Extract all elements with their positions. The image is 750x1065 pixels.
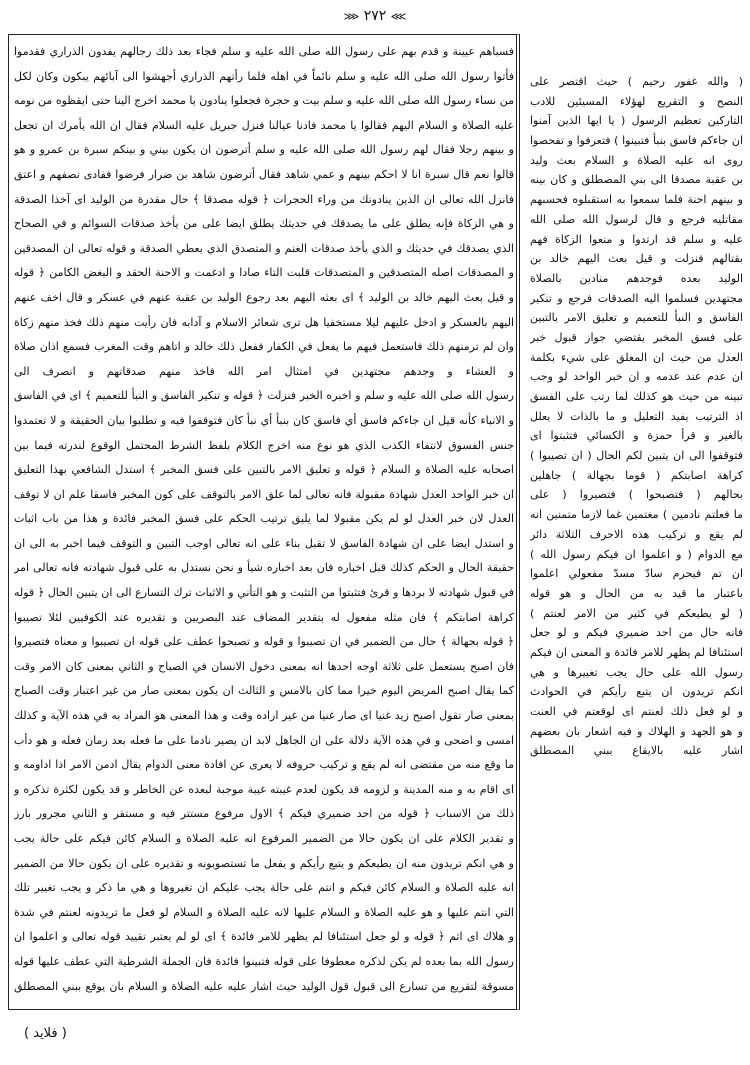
- text-line: انه عليه الصلاة و السلام كائن فيكم و انتم على حالة يجب عليكم ان تغيروها و هي ما ذكر و يجب تغيير تلك: [14, 881, 514, 895]
- text-line: الفاسق و النبأ للتعميم و تعليق الامر بالتبين: [530, 311, 743, 325]
- text-line: ما فعلتم نادمين ) مغتمين غما لازما متمنين انه: [530, 508, 743, 522]
- page-header: [300, 8, 450, 24]
- text-line: مسوقة لتقريع من تسارع الى قبول قول الوليد حيث اشار عليه عليه الصلاة و السلام بان يوقع ببني المصطلق: [14, 979, 514, 993]
- text-line: بقتالهم فنزلت و قيل بعث اليهم خالد بن: [530, 252, 743, 266]
- text-line: اذ الترتيب يفيد التعليل و ما بالذات لا يعلل: [530, 409, 743, 423]
- main-commentary-text: [14, 40, 514, 999]
- text-line: تبينه من حيث هو كذلك لما رتب على الفسق: [530, 390, 743, 403]
- text-line: التي انتم عليها و هو عليه الصلاة و السلام عليها لانه عليه الصلاة و السلام لو فعل ما تريدونه لعنتم في شدة: [14, 905, 514, 919]
- text-line: عليه الصلاة و السلام اليهم فقالوا يا محمد فادنا عيالنا فنزل جبريل عليه السلام فقال ان الله يأمرك ان تجعل: [14, 118, 514, 132]
- text-line: باعتبار ما قيد به من الحال و هو قوله: [530, 586, 743, 600]
- text-line: ( لو يطيعكم في كثير من الامر لعنتم ): [530, 606, 743, 620]
- text-line: حقيقة الحال و الحكم كذلك قبل اخباره فان بعد اخباره شيأ و نحن نستدل به على قبول شهادته فانه تعالى امر: [14, 561, 514, 575]
- text-line: التاركين تعظيم الرسول ( يا ايها الذين آمنوا: [530, 114, 743, 128]
- text-line: امسى و اضحى و في هذه الآية دلالة على ان الجاهل لابد ان يصير نادما على ما فعله بعد زمان فعله و هو دأب: [14, 733, 514, 747]
- text-line: مجتهدين فسلموا اليه الصدقات فرجع و تنكير: [530, 291, 743, 305]
- text-line: فانزل الله تعالى ان الذين ينادونك من وراء الحجرات ﴿ قوله مصدقا ﴾ حال مقدرة من الوليد اى آخذا الصدقة: [14, 192, 514, 206]
- text-line: استئنافا لم يظهر للامر فائدة و المعنى ان فيكم: [530, 645, 743, 659]
- text-line: رسول الله صلى الله عليه و سلم و اخبره الخبر فنزلت ﴿ قوله و تنكير الفاسق و النبأ للتعميم ﴾ اى في الفاسق: [14, 389, 514, 403]
- text-line: فانه حال من احد ضميري فيكم و لو جعل: [530, 626, 743, 640]
- text-line: كراهة اصابتكم ( قوما بجهالة ) جاهلين: [530, 468, 743, 482]
- text-line: و العشاء و وجدهم مجتهدين في امتثال امر الله فاخذ منهم صدقاتهم و انصرف الى: [14, 364, 514, 378]
- text-line: مقاتليه فرجع و قال لرسول الله صلى الله: [530, 212, 743, 226]
- text-line: و هي الزكاة فإنه يطلق على ما يصدقك في حديثك يطلق ايضا على من يأخذ صدقات السوائم و في الصحاح: [14, 217, 514, 231]
- text-line: اصحابه عليه الصلاة و السلام ﴿ قوله و تعليق الامر بالتبين على فسق المخبر ﴾ استدل الشافعي بهذا التعليق: [14, 463, 514, 477]
- text-line: و بينهم رجلا فقال لهم رسول الله صلى الله عليه و سلم أترضون ان يكون بيني و بينكم سبرة بن عمرو و هو: [14, 143, 514, 157]
- text-line: كما يقال اصبح المريض اليوم خيرا مما كان بالامس و الثالث ان يكون بمعنى صار من غير اعتبار وقت الصباح: [14, 684, 514, 698]
- text-line: عليه و سلم قد ارتدوا و منعوا الزكاة فهم: [530, 232, 743, 246]
- text-line: ان عدم عند عدمه و ان خبر الواحد لو وجب: [530, 370, 743, 384]
- text-line: ذلك من الاسباب ﴿ قوله من احد ضميري فيكم ﴾ الاول مرفوع مستتر فيه و مستقر و الثاني مجرور بارز: [14, 807, 514, 821]
- text-line: العدل لان خبر العدل لو لم يكن مقبولا لما يليق ترتيب الحكم على فسق المخبر فائدة و هذا من باب اثبات: [14, 512, 514, 526]
- text-line: ( والله غفور رحيم ) حيث اقتصر على: [530, 75, 743, 88]
- text-line: روى انه عليه الصلاة و السلام بعث وليد: [530, 153, 743, 167]
- text-line: ﴿ قوله بجهالة ﴾ حال من الضمير في ان تصيبوا و قوله و تصبحوا عطف على قوله ان تصيبوا و معناه فتصيروا: [14, 635, 514, 649]
- text-line: ان تم فيحرم سادّ مسدّ مفعولي اعلموا: [530, 567, 743, 581]
- text-line: بن عقبة مصدقا الى بني المصطلق و كان بينه: [530, 173, 743, 187]
- text-line: و لو فعل ذلك لعنتم اى لوقعتم في العنت: [530, 705, 743, 718]
- text-line: ان خبر الواحد العدل شهادة مقبولة فانه تعالى لما علق الامر بالتوقف على كون المخبر فاسقا علم ان لا توقف: [14, 487, 514, 501]
- text-line: ما وقع منه من مقتضى انه لم يقع و تركيب حروفه لا يعرى عن افادة معنى الدوام يقال ادمن الامر اذا اداومه و: [14, 758, 514, 772]
- text-line: العدل من حيث ان المعلق على شيء بكلمة: [530, 350, 743, 364]
- text-line: و بينهم احنة فلما سمعوا به استقبلوه فحسبهم: [530, 193, 743, 207]
- margin-tafsir-text: [530, 72, 743, 761]
- text-line: و استدل ايضا على ان شهادة الفاسق لا تقبل بناء على انه تعالى اوجب التبين و التوقف فيما اخبر به الى ان: [14, 536, 514, 550]
- text-line: و قيل بعث اليهم خالد بن الوليد ﴾ اى بعثه اليهم بعد رجوع الوليد بن عقبة عنهم في عسكر و قال اخف عنهم: [14, 290, 514, 304]
- text-line: ان جاءكم فاسق بنبأ فتبينوا ) فتعرفوا و تفحصوا: [530, 134, 743, 148]
- text-line: بمعنى صار تقول اصبح زيد غنيا اى صار غنيا من غير اراده وقت و هذا المعنى هو المراد به في هذه الآية و كذلك: [14, 709, 514, 723]
- text-line: اليهم بالعسكر و ادخل عليهم ليلا مستخفيا هل ترى شعائر الاسلام و آدابه فان رأيت منهم ذلك فخذ منهم زكاة: [14, 315, 514, 329]
- text-line: فان اصبح يستعمل على ثلاثة اوجه احدها انه بمعنى دخول الانسان في الصباح و الثاني بمعنى كان الامر وقت: [14, 659, 514, 673]
- text-line: وان لم ترمنهم ذلك فاستعمل فيهم ما يفعل في الكفار ففعل ذلك خالد و اتاهم وقت المغرب فسمع اذان صلاة: [14, 340, 514, 354]
- text-line: بحالهم ( فتصبحوا ) فتصيروا ( على: [530, 488, 743, 502]
- text-line: كراهة اصابتكم ﴾ فان مثله مفعول له بتقدير المضاف عند البصريين و تقديره عند الكوفيين لئلا تصيبوا: [14, 610, 514, 624]
- ornament-left: ⋘: [343, 10, 360, 23]
- text-line: رسول الله بما بعده لم يكن لذكره معطوفا على قوله فتبينوا فائدة فان الجملة الشرطية التي عطف عليها قوله: [14, 954, 514, 968]
- text-line: بالغير و قرأ حمزة و الكسائي فتثبتوا اى: [530, 429, 743, 443]
- text-line: قالوا نعم قال سبرة انا لا احكم بينهم و عمي شاهد فقال أترضون شاهد بن ضرار فرضوا ففادى نصفهم و اعتق: [14, 167, 514, 181]
- text-line: فتوقفوا الى ان يتبين لكم الحال ( ان تصيبوا ): [530, 449, 743, 463]
- text-line: في قبول شهادته لا بردها و قرئ فتثبتوا من التثبت و هو التأني و الاثبات ترك التسارع الى ان يتبين الحال ﴿ قوله: [14, 586, 514, 600]
- text-line: من نساء رسول الله صلى الله عليه و سلم بيت و حجرة فجعلوا ينادون يا محمد اخرج الينا حتى ايقظوه من نومه: [14, 94, 514, 108]
- text-line: اى اقام به و منه المدينة و لزومه قد يكون لعدم غيبته غيبة موجبة لبعده عن الخاطر و قد يكون لكثرة تذكره و: [14, 782, 514, 796]
- text-line: فسباهم عيينة و قدم بهم على رسول الله صلى الله عليه و سلم فجاء بعد ذلك رجالهم يفدون الذراري فقدموا: [14, 45, 514, 58]
- text-line: الذي يصدقك في حديثك و الذي يأخذ صدقات الغنم و المتصدق الذي يعطي الصدقة و قوله تعالى ان المصدقين: [14, 241, 514, 255]
- text-line: النصح و التقريع لهؤلاء المسيئين للادب: [530, 94, 743, 108]
- ornament-right: ⋙: [390, 10, 407, 23]
- text-line: على فسق المخبر يقتضي جواز قبول خبر: [530, 330, 743, 344]
- text-line: جنس الفسوق لانتفاء الكذب الذي هو نوع منه اخرج الكلام بلفظ الشرط المحتمل الوقوع لندرته فيما بين: [14, 438, 514, 452]
- catchword: ( فلايد ): [24, 1026, 67, 1041]
- text-line: لم يقع و تركيب هذه الاحرف الثلاثة دائر: [530, 527, 743, 541]
- text-line: و هلاك اى اثم ﴿ قوله و لو جعل استئنافا لم يظهر للامر فائدة ﴾ اى لو لم يعتبر تقييد قوله تعالى و اعلموا ان: [14, 930, 514, 944]
- text-line: و المصدقات اصله المتصدقين و المتصدقات قلبت التاء صادا و ادغمت و الاحنة الحقد و البغض الكامن ﴿ قوله: [14, 266, 514, 280]
- text-line: فأتوا رسول الله صلى الله عليه و سلم نائماً في اهله فلما رأتهم الذراري أجهشوا الى آبائهم يبكون وكان لكل: [14, 69, 514, 83]
- text-line: اشار عليه بالايقاع ببني المصطلق: [530, 744, 743, 758]
- text-line: الوليد بعده فوجدهم منادين بالصلاة: [530, 271, 743, 285]
- page-number: ٢٧٢: [363, 8, 387, 24]
- text-line: و الانباء كأنه قيل ان جاءكم فاسق أي فاسق كان بنبأ أي نبأ كان فتوقفوا فيه و تطلبوا بيان الحقيقة و لا تعتمدوا: [14, 413, 514, 427]
- text-line: مع الدوام ( و اعلموا ان فيكم رسول الله ): [530, 547, 743, 561]
- text-line: و هي انكم تريدون منه ان يطيعكم و يتبع رأيكم و يفعل ما تستصوبونه و تقديره على ان يكون حالا من الضمير: [14, 856, 514, 870]
- text-line: رسول الله على حال يجب تغييرها و هي: [530, 665, 743, 679]
- text-line: و تقدير الكلام على ان يكون حالا من الضمير المرفوع انه عليه الصلاة و السلام كائن فيكم على حالة يجب: [14, 832, 514, 845]
- text-line: انكم تريدون ان يتبع رأيكم في الحوادث: [530, 685, 743, 699]
- text-line: و هو الجهد و الهلاك و فيه اشعار بان بعضهم: [530, 724, 743, 738]
